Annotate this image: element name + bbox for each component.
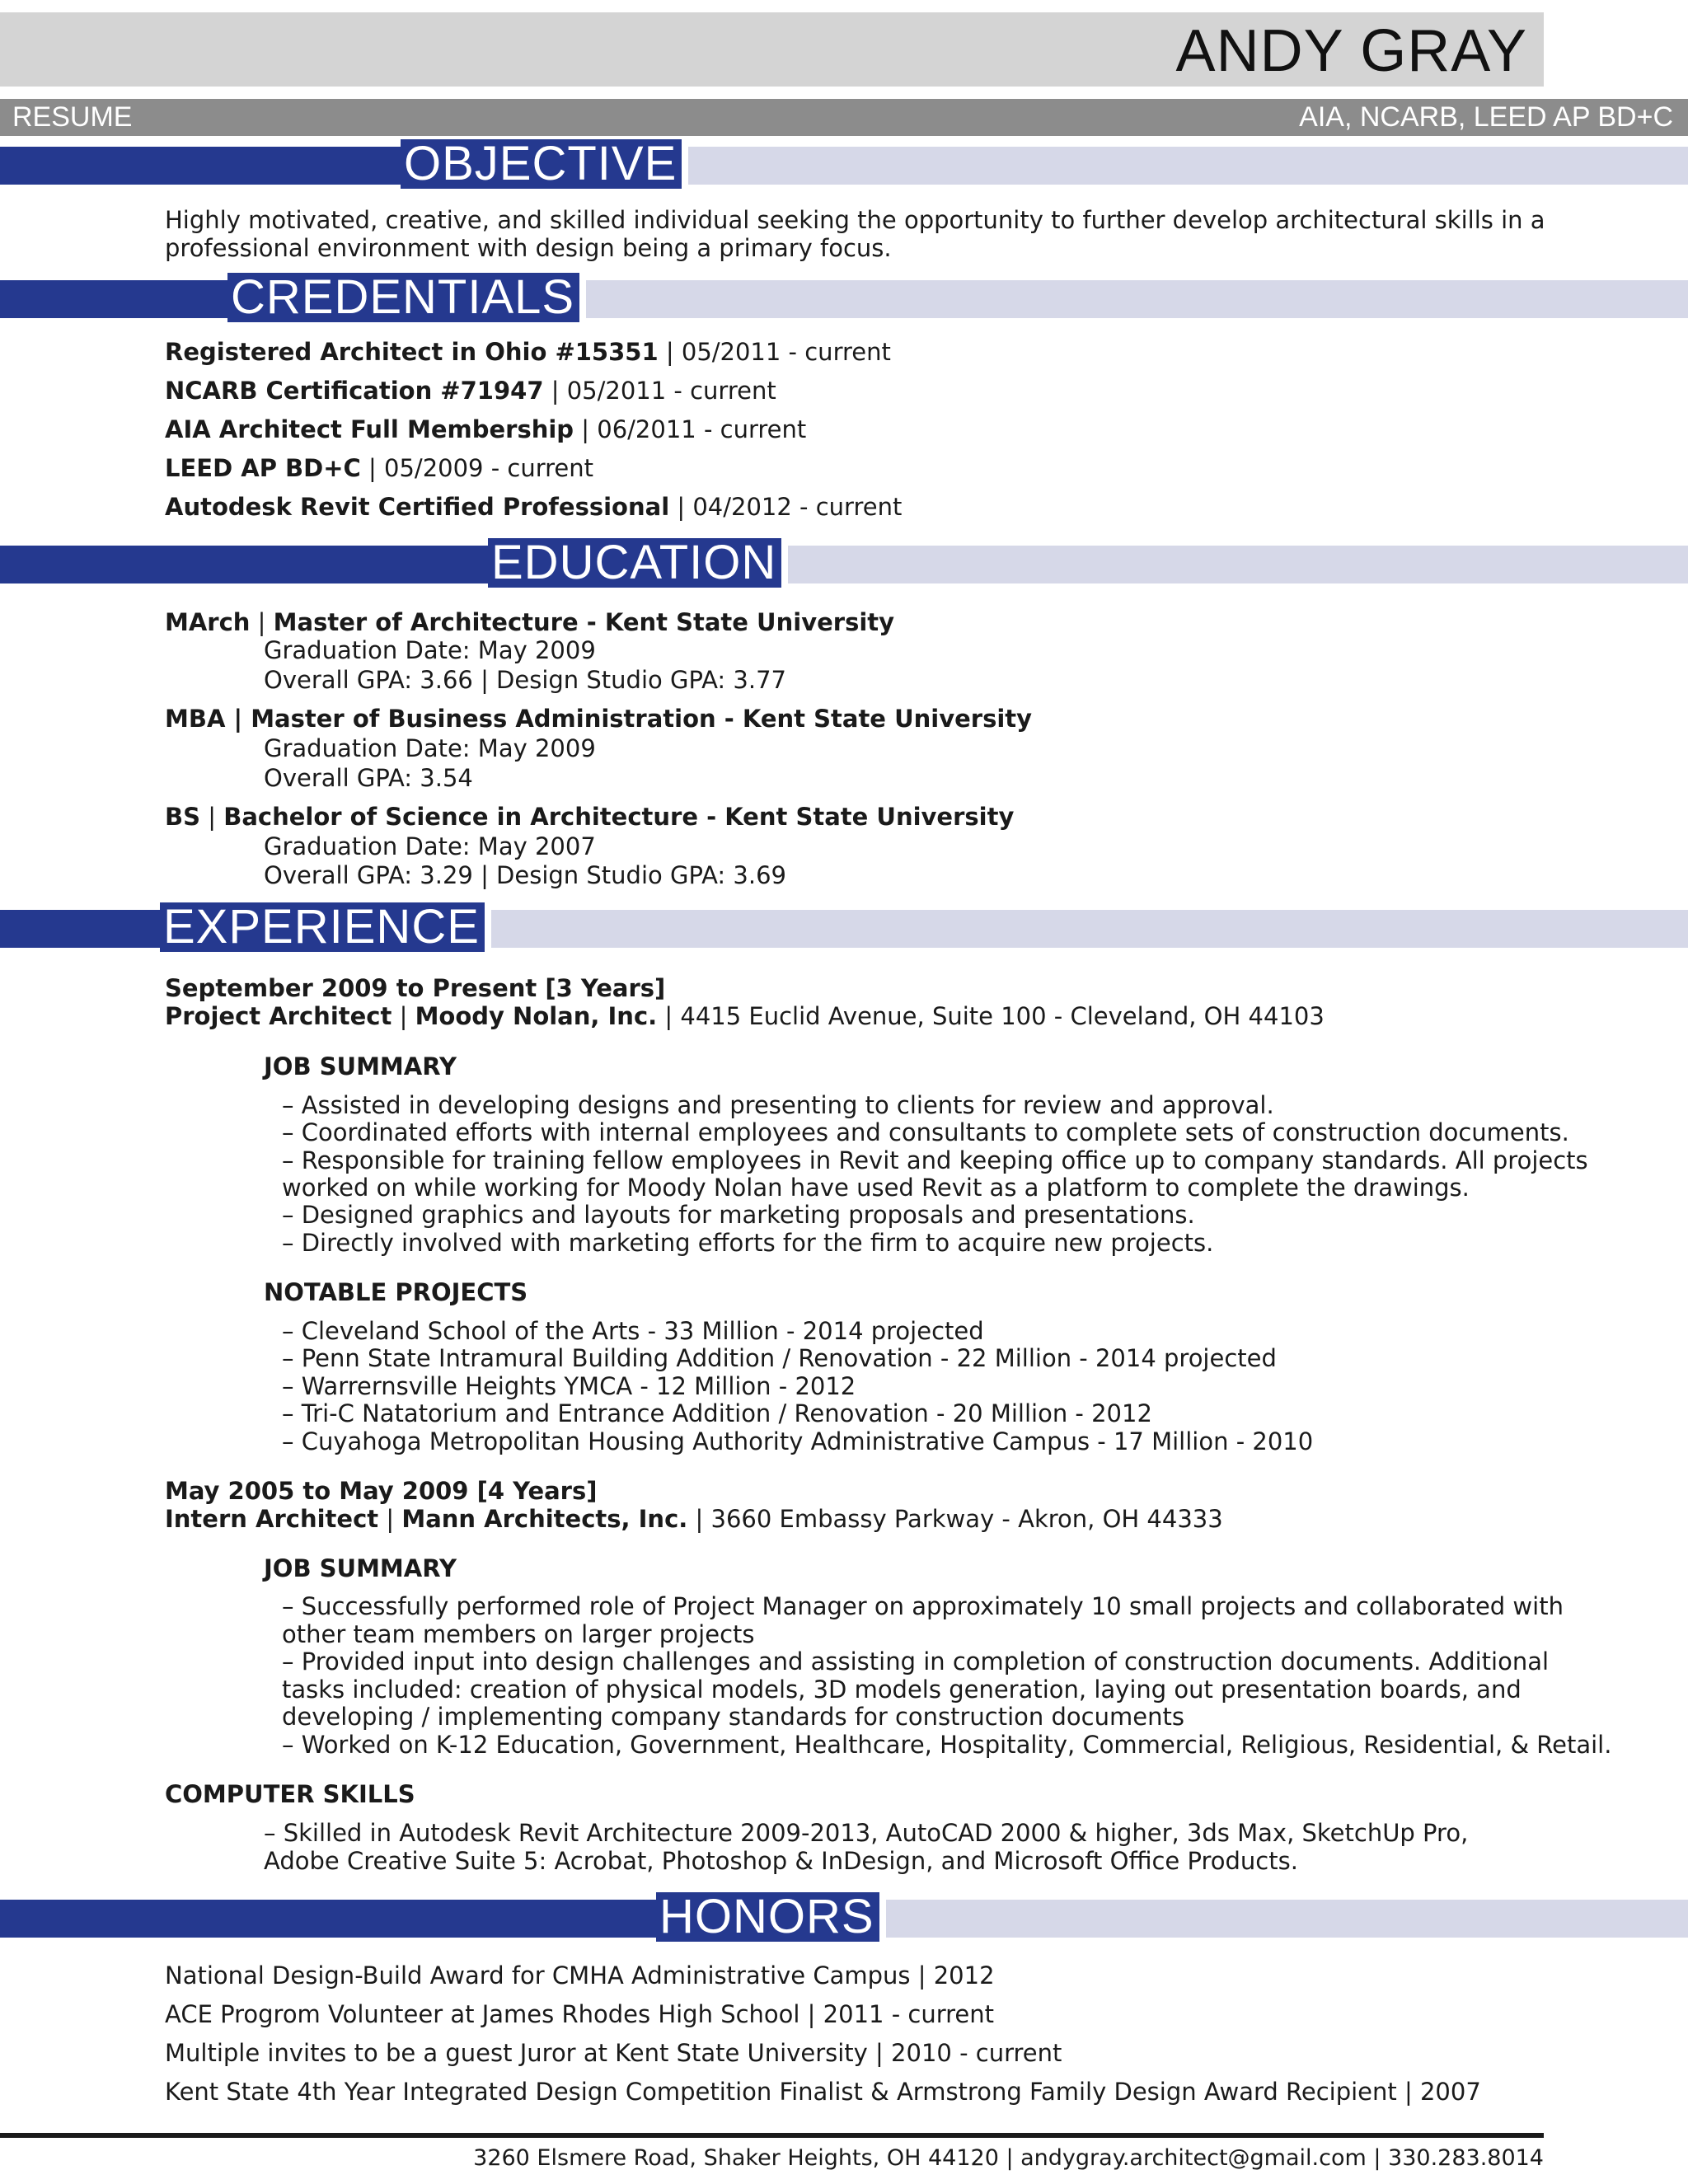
job-title-line: Project Architect | Moody Nolan, Inc. | 4415 Euclid Avenue, Suite 100 - Cleveland, OH 44103 bbox=[165, 1002, 1325, 1030]
job-summary-item: tasks included: creation of physical models, 3D models generation, laying out presentation boards, and bbox=[282, 1675, 1522, 1704]
job-title-line: Intern Architect | Mann Architects, Inc. | 3660 Embassy Parkway - Akron, OH 44333 bbox=[165, 1505, 1223, 1533]
education-degree: MBA | Master of Business Administration - Kent State University bbox=[165, 705, 1033, 733]
skills-item: Adobe Creative Suite 5: Acrobat, Photoshop & InDesign, and Microsoft Office Products. bbox=[264, 1847, 1298, 1875]
objective-line-2: professional environment with design being a primary focus. bbox=[165, 234, 892, 262]
section-title-education: EDUCATION bbox=[488, 538, 788, 588]
skills-item: – Skilled in Autodesk Revit Architecture 2009-2013, AutoCAD 2000 & higher, 3ds Max, SketchUp Pro, bbox=[264, 1819, 1469, 1847]
project-item: – Cuyahoga Metropolitan Housing Authority Administrative Campus - 17 Million - 2010 bbox=[282, 1427, 1314, 1455]
notable-projects-heading: NOTABLE PROJECTS bbox=[264, 1278, 528, 1306]
credential-item: Registered Architect in Ohio #15351 | 05/2011 - current bbox=[165, 338, 891, 366]
education-detail: Overall GPA: 3.29 | Design Studio GPA: 3.69 bbox=[264, 861, 786, 889]
honor-item: National Design-Build Award for CMHA Administrative Campus | 2012 bbox=[165, 1961, 995, 1990]
section-bar-experience bbox=[0, 900, 1688, 954]
computer-skills-heading: COMPUTER SKILLS bbox=[165, 1780, 415, 1808]
resume-label: RESUME bbox=[12, 101, 133, 133]
job-period: September 2009 to Present [3 Years] bbox=[165, 974, 666, 1002]
education-degree: MArch | Master of Architecture - Kent State University bbox=[165, 608, 895, 636]
certifications-label: AIA, NCARB, LEED AP BD+C bbox=[1299, 101, 1673, 133]
project-item: – Penn State Intramural Building Addition / Renovation - 22 Million - 2014 projected bbox=[282, 1344, 1277, 1372]
objective-line-1: Highly motivated, creative, and skilled individual seeking the opportunity to further develop architectural skills in a bbox=[165, 206, 1545, 234]
project-item: – Cleveland School of the Arts - 33 Million - 2014 projected bbox=[282, 1317, 984, 1345]
name-bar bbox=[0, 12, 1544, 87]
section-bar-education bbox=[0, 536, 1688, 589]
job-summary-item: – Responsible for training fellow employees in Revit and keeping office up to company standards. All projects bbox=[282, 1146, 1588, 1174]
education-detail: Overall GPA: 3.66 | Design Studio GPA: 3.77 bbox=[264, 666, 786, 694]
job-summary-item: – Successfully performed role of Project Manager on approximately 10 small projects and collaborated with bbox=[282, 1592, 1564, 1620]
project-item: – Warrernsville Heights YMCA - 12 Million - 2012 bbox=[282, 1372, 856, 1400]
section-title-experience: EXPERIENCE bbox=[160, 902, 491, 952]
section-title-honors: HONORS bbox=[656, 1892, 886, 1942]
project-item: – Tri-C Natatorium and Entrance Addition / Renovation - 20 Million - 2012 bbox=[282, 1399, 1152, 1427]
job-summary-item: worked on while working for Moody Nolan have used Revit as a platform to complete the drawings. bbox=[282, 1174, 1470, 1202]
job-summary-item: – Designed graphics and layouts for marketing proposals and presentations. bbox=[282, 1201, 1195, 1229]
education-detail: Overall GPA: 3.54 bbox=[264, 764, 473, 792]
job-summary-item: developing / implementing company standards for construction documents bbox=[282, 1703, 1184, 1731]
honor-item: Multiple invites to be a guest Juror at Kent State University | 2010 - current bbox=[165, 2039, 1062, 2067]
credential-item: AIA Architect Full Membership | 06/2011 - current bbox=[165, 415, 807, 443]
section-title-credentials: CREDENTIALS bbox=[227, 273, 586, 322]
credential-item: Autodesk Revit Certified Professional | 04/2012 - current bbox=[165, 493, 903, 521]
section-bar-honors bbox=[0, 1890, 1688, 1943]
credential-item: NCARB Certification #71947 | 05/2011 - current bbox=[165, 377, 776, 405]
title-bar bbox=[0, 99, 1688, 136]
contact-footer: 3260 Elsmere Road, Shaker Heights, OH 44120 | andygray.architect@gmail.com | 330.283.8014 bbox=[473, 2145, 1544, 2171]
education-detail: Graduation Date: May 2007 bbox=[264, 832, 596, 860]
credential-item: LEED AP BD+C | 05/2009 - current bbox=[165, 454, 594, 482]
honor-item: ACE Progrom Volunteer at James Rhodes High School | 2011 - current bbox=[165, 2000, 994, 2028]
section-bar-objective bbox=[0, 137, 1688, 190]
education-detail: Graduation Date: May 2009 bbox=[264, 636, 596, 664]
footer-divider bbox=[0, 2133, 1544, 2138]
job-summary-item: – Provided input into design challenges and assisting in completion of construction documents. Additional bbox=[282, 1647, 1550, 1675]
job-summary-item: other team members on larger projects bbox=[282, 1620, 755, 1648]
honor-item: Kent State 4th Year Integrated Design Competition Finalist & Armstrong Family Design Award Recipient | 2007 bbox=[165, 2078, 1481, 2106]
job-summary-item: – Coordinated efforts with internal employees and consultants to complete sets of construction documents. bbox=[282, 1118, 1569, 1146]
job-summary-item: – Assisted in developing designs and presenting to clients for review and approval. bbox=[282, 1091, 1274, 1119]
section-title-objective: OBJECTIVE bbox=[401, 139, 688, 189]
candidate-name: ANDY GRAY bbox=[1175, 18, 1527, 84]
section-bar-credentials bbox=[0, 270, 1688, 324]
job-summary-item: – Directly involved with marketing efforts for the firm to acquire new projects. bbox=[282, 1229, 1214, 1257]
education-degree: BS | Bachelor of Science in Architecture - Kent State University bbox=[165, 803, 1015, 831]
job-period: May 2005 to May 2009 [4 Years] bbox=[165, 1477, 598, 1505]
job-summary-item: – Worked on K-12 Education, Government, Healthcare, Hospitality, Commercial, Religious, Residential, & Retail. bbox=[282, 1731, 1612, 1759]
education-detail: Graduation Date: May 2009 bbox=[264, 734, 596, 762]
job-summary-heading: JOB SUMMARY bbox=[264, 1554, 457, 1582]
job-summary-heading: JOB SUMMARY bbox=[264, 1052, 457, 1080]
